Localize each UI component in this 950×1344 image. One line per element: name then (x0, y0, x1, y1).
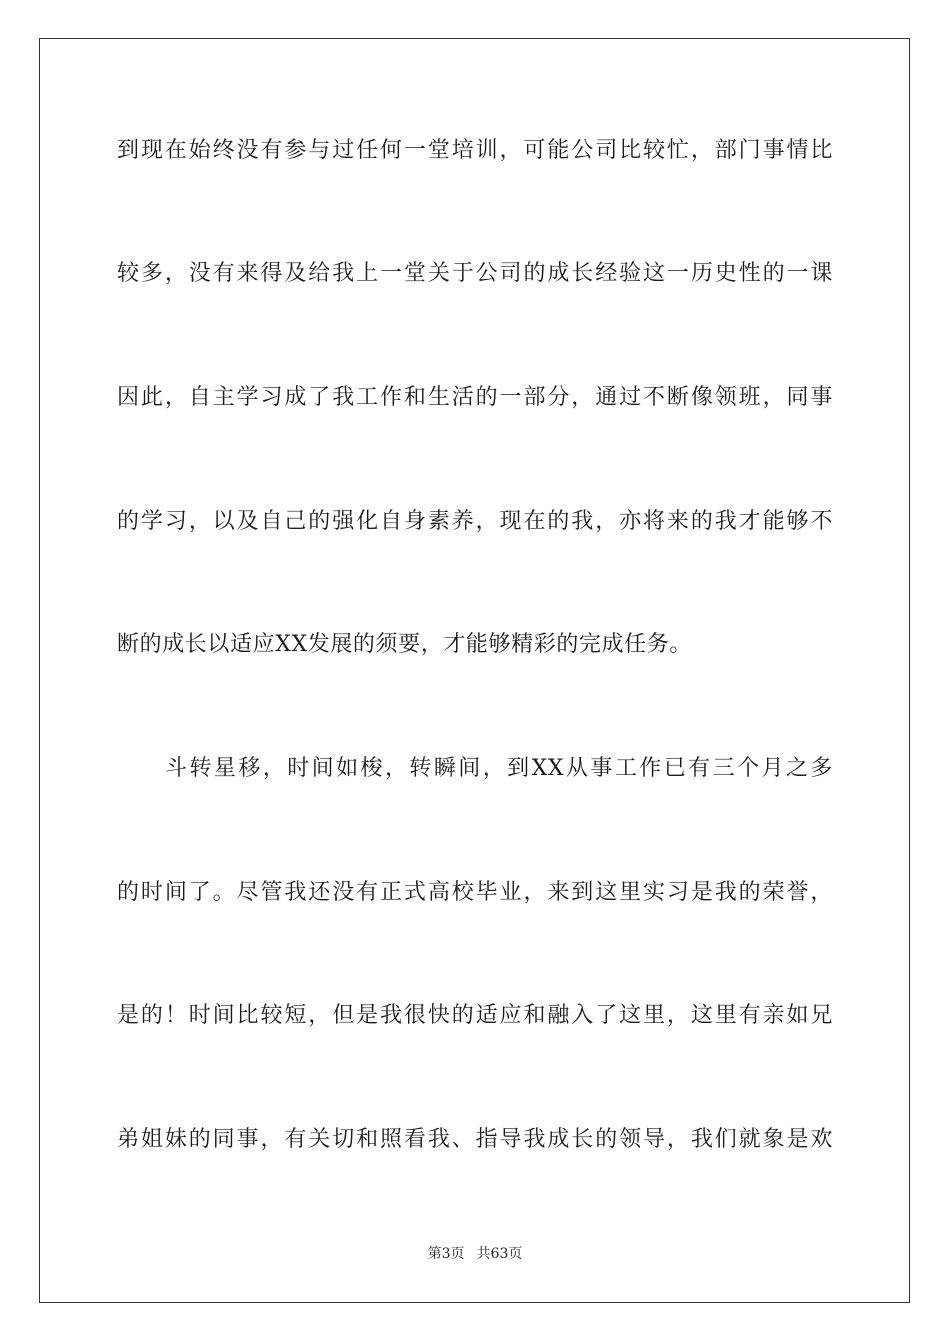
text-line: 的学习，以及自己的强化自身素养，现在的我，亦将来的我才能够不 (117, 509, 833, 534)
text-line: 断的成长以适应XX发展的须要，才能够精彩的完成任务。 (117, 632, 692, 657)
page-total: 共63页 (476, 1246, 523, 1262)
page-border (39, 38, 910, 1303)
text-line: 到现在始终没有参与过任何一堂培训，可能公司比较忙，部门事情比 (117, 138, 833, 163)
text-line: 较多，没有来得及给我上一堂关于公司的成长经验这一历史性的一课 (117, 261, 833, 286)
page-number: 第3页 (427, 1246, 465, 1262)
text-line: 因此，自主学习成了我工作和生活的一部分，通过不断像领班，同事 (117, 385, 833, 410)
text-line: 的时间了。尽管我还没有正式高校毕业，来到这里实习是我的荣誉， (117, 880, 833, 905)
paragraph-first-line: 斗转星移，时间如梭，转瞬间，到XX从事工作已有三个月之多 (165, 756, 833, 781)
page-footer (0, 1245, 950, 1263)
text-line: 是的！时间比较短，但是我很快的适应和融入了这里，这里有亲如兄 (117, 1003, 833, 1028)
text-line: 弟姐妹的同事，有关切和照看我、指导我成长的领导，我们就象是欢 (117, 1127, 833, 1152)
